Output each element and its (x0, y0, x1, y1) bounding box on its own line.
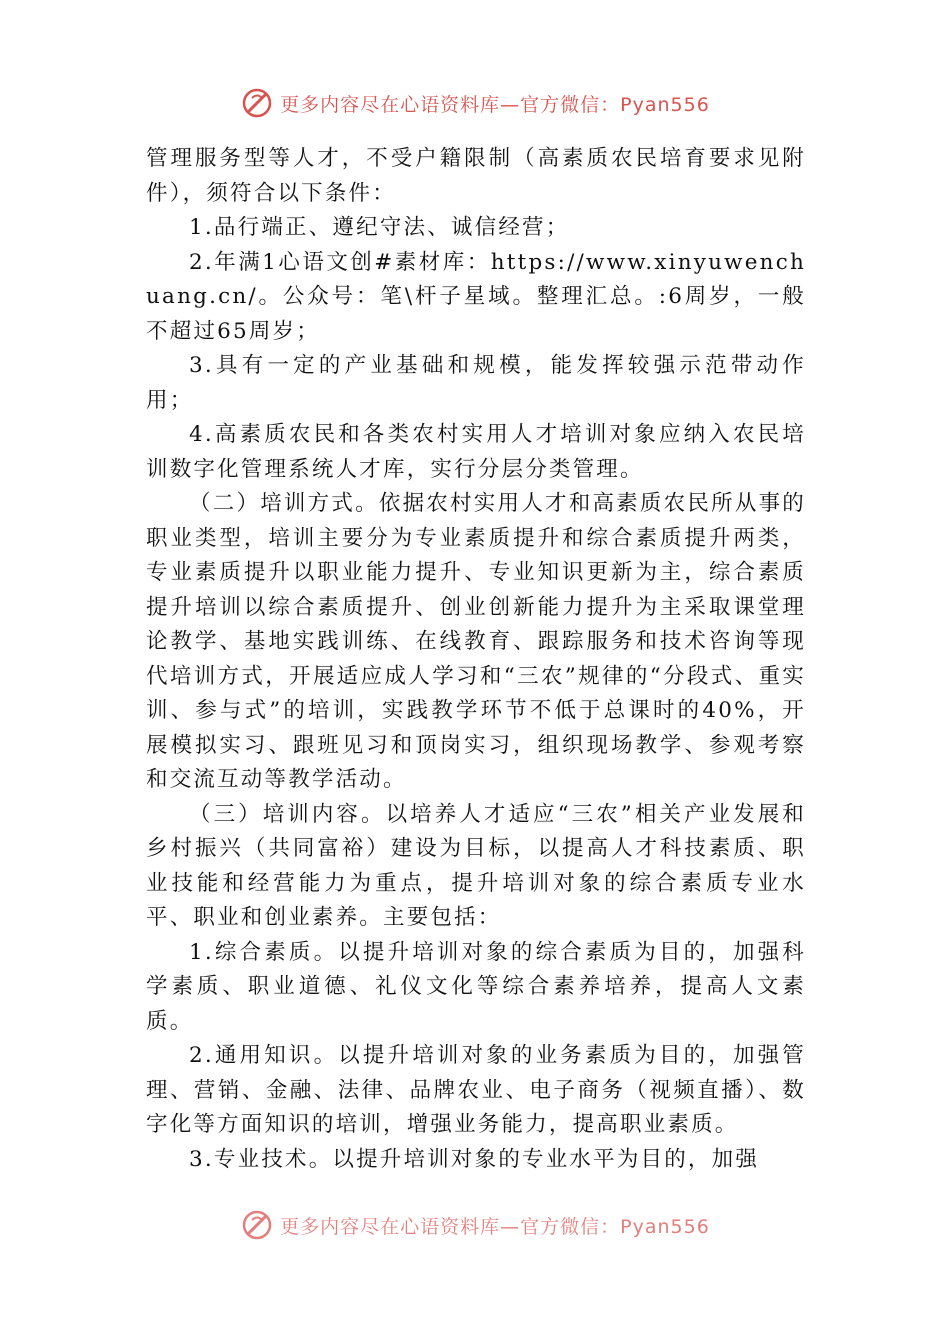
watermark-header (0, 83, 950, 123)
paragraph: 管理服务型等人才，不受户籍限制（高素质农民培育要求见附件），须符合以下条件： (146, 146, 806, 206)
watermark-text: 更多内容尽在心语资料库—官方微信：Pyan556 (280, 1215, 710, 1238)
document-body (146, 142, 806, 1177)
watermark-text: 更多内容尽在心语资料库—官方微信：Pyan556 (280, 93, 710, 116)
paragraph: 1.品行端正、遵纪守法、诚信经营； (189, 215, 570, 240)
paragraph: 2.年满1心语文创#素材库：https://www.xinyuwenchuang.cn/。公众号：笔\杆子星域。整理汇总。:6周岁，一般不超过65周岁； (146, 249, 806, 344)
paragraph: 2.通用知识。以提升培训对象的业务素质为目的，加强管理、营销、金融、法律、品牌农业、电子商务（视频直播）、数字化等方面知识的培训，增强业务能力，提高职业素质。 (146, 1043, 806, 1137)
section-heading-paragraph: （二）培训方式。依据农村实用人才和高素质农民所从事的职业类型，培训主要分为专业素质提升和综合素质提升两类，专业素质提升以职业能力提升、专业知识更新为主，综合素质提升培训以综合素质提升、创业创新能力提升为主采取课堂理论教学、基地实践训练、在线教育、跟踪服务和技术咨询等现代培训方式，开展适应成人学习和“三农”规律的“分段式、重实训、参与式”的培训，实践教学环节不低于总课时的40%，开展模拟实习、跟班见习和顶岗实习，组织现场教学、参观考察和交流互动等教学活动。 (146, 491, 806, 792)
paragraph: 1.综合素质。以提升培训对象的综合素质为目的，加强科学素质、职业道德、礼仪文化等综合素养培养，提高人文素质。 (146, 939, 806, 1034)
paragraph: 3.专业技术。以提升培训对象的专业水平为目的，加强 (189, 1146, 760, 1172)
paragraph: 4.高素质农民和各类农村实用人才培训对象应纳入农民培训数字化管理系统人才库，实行分层分类管理。 (146, 422, 806, 482)
watermark-footer (0, 1205, 950, 1245)
pen-logo-icon (240, 1208, 274, 1242)
section-heading-paragraph: （三）培训内容。以培养人才适应“三农”相关产业发展和乡村振兴（共同富裕）建设为目标，以提高人才科技素质、职业技能和经营能力为重点，提升培训对象的综合素质专业水平、职业和创业素养。主要包括： (146, 801, 806, 930)
paragraph: 3.具有一定的产业基础和规模，能发挥较强示范带动作用； (146, 353, 806, 413)
pen-logo-icon (240, 86, 274, 120)
